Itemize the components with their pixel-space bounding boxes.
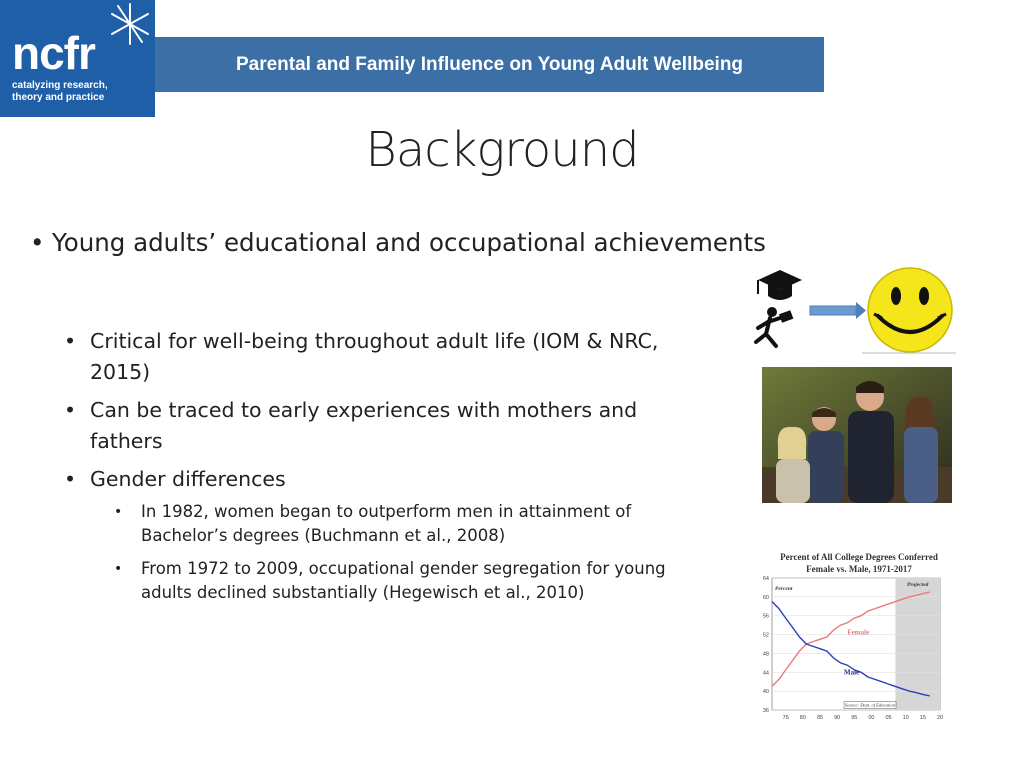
logo-wordmark: ncfr bbox=[12, 27, 95, 79]
y-tick-label: 52 bbox=[762, 632, 769, 639]
series-label-female: Female bbox=[847, 628, 870, 637]
sub-sub-bullet-list bbox=[114, 500, 704, 614]
x-tick-label: 15 bbox=[919, 715, 926, 721]
family-photo-drawing bbox=[762, 367, 952, 503]
y-tick-label: 40 bbox=[762, 689, 769, 696]
x-tick-label: 80 bbox=[799, 715, 806, 721]
projected-region bbox=[895, 578, 940, 710]
sub-sub-bullet: • From 1972 to 2009, occupational gender segregation for young adults declined substantially (Hegewisch et al., 2010) bbox=[114, 557, 704, 605]
y-tick-label: 60 bbox=[762, 594, 769, 601]
x-tick-label: 10 bbox=[902, 715, 909, 721]
star-burst-icon bbox=[108, 2, 152, 46]
degrees-chart bbox=[752, 548, 962, 726]
y-tick-label: 36 bbox=[762, 708, 769, 714]
slide-title: Background bbox=[365, 122, 639, 178]
series-label-male: Male bbox=[844, 668, 860, 677]
y-tick-label: 48 bbox=[762, 651, 769, 658]
chart-title-line2: Female vs. Male, 1971-2017 bbox=[806, 564, 912, 574]
sub-bullet-list bbox=[64, 326, 714, 502]
running-person-icon bbox=[756, 307, 793, 346]
x-tick-label: 90 bbox=[834, 715, 841, 721]
sub-bullet: • Gender differences bbox=[64, 464, 714, 495]
smiley-face-icon bbox=[868, 268, 952, 352]
x-tick-label: 20 bbox=[936, 715, 944, 721]
sub-bullet: • Can be traced to early experiences with mothers and fathers bbox=[64, 395, 714, 457]
main-bullet-text: Young adults’ educational and occupational achievements bbox=[52, 228, 766, 257]
y-tick-label: 64 bbox=[762, 576, 769, 582]
sub-sub-bullet: • In 1982, women began to outperform men in attainment of Bachelor’s degrees (Buchmann et al., 2008) bbox=[114, 500, 704, 548]
chart-plot bbox=[763, 576, 943, 721]
x-tick-label: 85 bbox=[816, 715, 824, 721]
header-banner bbox=[155, 37, 824, 92]
source-label: Source: Dept. of Education bbox=[844, 702, 896, 708]
achievement-illustration bbox=[750, 264, 960, 356]
family-photo bbox=[762, 367, 952, 503]
main-bullet: • Young adults’ educational and occupational achievements bbox=[30, 228, 766, 257]
projected-label: Projected bbox=[907, 582, 929, 588]
x-tick-label: 75 bbox=[782, 715, 789, 721]
sub-bullet: • Critical for well-being throughout adult life (IOM & NRC, 2015) bbox=[64, 326, 714, 388]
y-axis-label: Percent bbox=[775, 586, 793, 592]
ncfr-logo bbox=[0, 0, 155, 117]
x-tick-label: 00 bbox=[868, 715, 875, 721]
chart-title-line1: Percent of All College Degrees Conferred bbox=[780, 552, 938, 562]
logo-tagline: catalyzing research, theory and practice bbox=[12, 80, 108, 103]
arrow-right-icon bbox=[810, 302, 866, 319]
graduation-cap-icon bbox=[758, 270, 802, 300]
banner-title: Parental and Family Influence on Young Adult Wellbeing bbox=[235, 53, 744, 75]
y-tick-label: 56 bbox=[762, 613, 769, 620]
y-tick-label: 44 bbox=[762, 670, 769, 677]
x-tick-label: 05 bbox=[885, 715, 892, 721]
x-tick-label: 95 bbox=[851, 715, 858, 721]
